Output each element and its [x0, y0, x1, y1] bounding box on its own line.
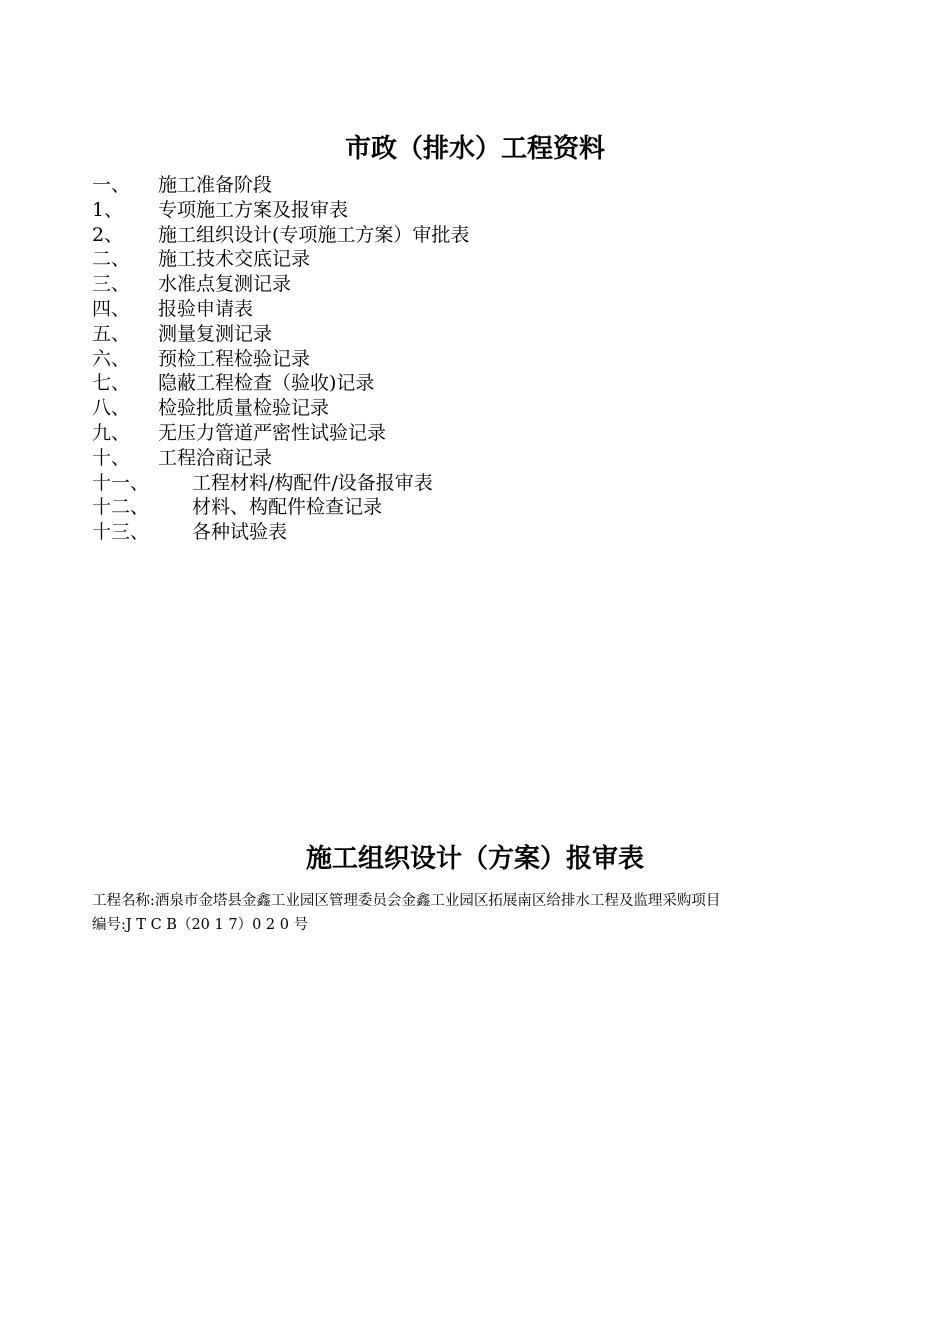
list-item — [92, 173, 892, 198]
list-item-text: 施工技术交底记录 — [158, 248, 311, 271]
list-item-text: 隐蔽工程检查（验收)记录 — [158, 372, 375, 395]
table-of-contents — [92, 173, 892, 545]
list-item — [92, 421, 892, 446]
form-title: 施工组织设计（方案）报审表 — [305, 844, 644, 874]
list-item-number: 十、 — [92, 446, 131, 469]
list-item-number: 十二、 — [92, 496, 150, 519]
list-item-number: 1、 — [92, 198, 124, 221]
list-item-number: 九、 — [92, 421, 131, 444]
list-item-text: 工程材料/构配件/设备报审表 — [192, 471, 433, 494]
list-item — [92, 520, 892, 545]
list-item-number: 二、 — [92, 248, 131, 271]
list-item-number: 十三、 — [92, 521, 150, 544]
list-item-text: 工程洽商记录 — [158, 446, 273, 469]
list-item-text: 检验批质量检验记录 — [158, 397, 330, 420]
list-item-text: 预检工程检验记录 — [158, 347, 311, 370]
list-item — [92, 347, 892, 372]
list-item — [92, 322, 892, 347]
list-item-number: 六、 — [92, 347, 131, 370]
list-item — [92, 495, 892, 520]
project-name: 工程名称:酒泉市金塔县金鑫工业园区管理委员会金鑫工业园区拓展南区给排水工程及监理采购项目 — [92, 893, 721, 909]
list-item-text: 测量复测记录 — [158, 322, 273, 345]
list-item — [92, 272, 892, 297]
list-item — [92, 471, 892, 496]
list-item-text: 材料、构配件检查记录 — [192, 496, 383, 519]
list-item — [92, 371, 892, 396]
list-item-number: 十一、 — [92, 471, 150, 494]
list-item — [92, 396, 892, 421]
list-item-text: 施工准备阶段 — [158, 174, 273, 196]
list-item — [92, 223, 892, 248]
list-item — [92, 198, 892, 223]
list-item-text: 无压力管道严密性试验记录 — [158, 421, 387, 444]
list-item-number: 四、 — [92, 297, 131, 320]
list-item-number: 八、 — [92, 397, 131, 420]
list-item — [92, 247, 892, 272]
list-item-text: 各种试验表 — [192, 521, 288, 544]
list-item-number: 一、 — [92, 174, 131, 196]
list-item-number: 三、 — [92, 273, 131, 296]
list-item-text: 报验申请表 — [158, 297, 254, 320]
list-item-text: 专项施工方案及报审表 — [158, 198, 349, 221]
list-item-number: 七、 — [92, 372, 131, 395]
list-item — [92, 446, 892, 471]
document-number: 编号:J T C B（20 1 7）0 2 0 号 — [92, 917, 309, 933]
list-item-text: 水准点复测记录 — [158, 273, 292, 296]
list-item — [92, 297, 892, 322]
list-item-text: 施工组织设计(专项施工方案）审批表 — [158, 223, 470, 246]
page-title: 市政（排水）工程资料 — [344, 134, 605, 164]
list-item-number: 五、 — [92, 322, 131, 345]
list-item-number: 2、 — [92, 223, 124, 246]
